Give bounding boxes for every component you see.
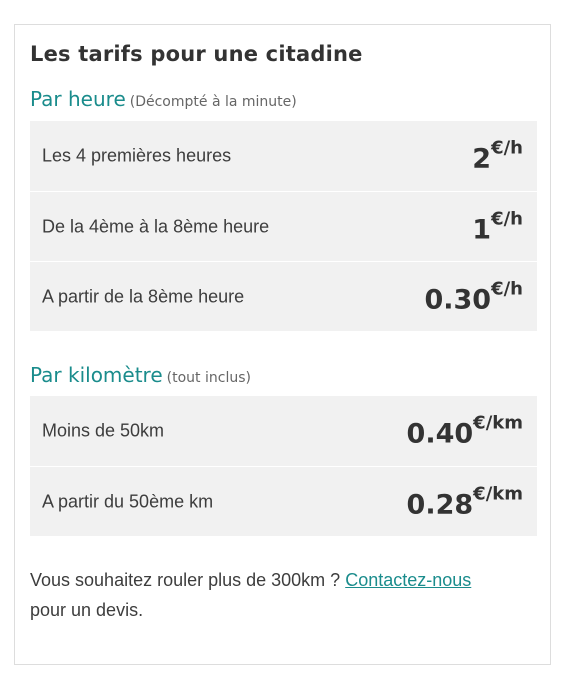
price-unit: €/h [491, 208, 523, 229]
per-km-table [30, 396, 537, 536]
rate-price [424, 280, 523, 313]
rate-row [30, 261, 537, 331]
rate-row [30, 121, 537, 191]
rate-price [407, 485, 523, 518]
price-value: 2 [472, 143, 492, 175]
per-km-title: Par kilomètre [30, 363, 163, 387]
rate-row [30, 466, 537, 536]
per-km-heading [30, 363, 251, 387]
per-hour-table [30, 121, 537, 331]
rate-row [30, 191, 537, 261]
rate-price [406, 412, 523, 450]
price-unit: €/km [473, 412, 523, 434]
rate-price [472, 137, 523, 175]
rate-label: A partir du 50ème km [42, 491, 214, 511]
rate-row [30, 396, 537, 466]
card-title: Les tarifs pour une citadine [30, 42, 363, 66]
per-hour-note: (Décompté à la minute) [129, 94, 297, 110]
footer-text-after: pour un devis. [30, 600, 144, 620]
price-value: 1 [472, 214, 492, 245]
pricing-card [14, 24, 551, 665]
per-hour-heading [30, 87, 297, 111]
price-value: 0.40 [406, 418, 474, 450]
per-hour-title: Par heure [30, 87, 126, 111]
contact-link[interactable]: Contactez-nous [345, 570, 472, 590]
price-unit: €/h [491, 278, 523, 299]
rate-label: Les 4 premières heures [42, 145, 232, 166]
footer-text [30, 565, 510, 625]
rate-label: De la 4ème à la 8ème heure [42, 216, 270, 236]
price-unit: €/km [473, 483, 523, 504]
rate-label: Moins de 50km [42, 420, 165, 441]
price-value: 0.30 [424, 284, 492, 315]
rate-price [472, 210, 523, 243]
footer-text-before: Vous souhaitez rouler plus de 300km ? [30, 570, 346, 590]
rate-label: A partir de la 8ème heure [42, 286, 245, 306]
price-unit: €/h [491, 137, 523, 159]
price-value: 0.28 [406, 489, 474, 520]
per-km-note: (tout inclus) [166, 370, 251, 386]
